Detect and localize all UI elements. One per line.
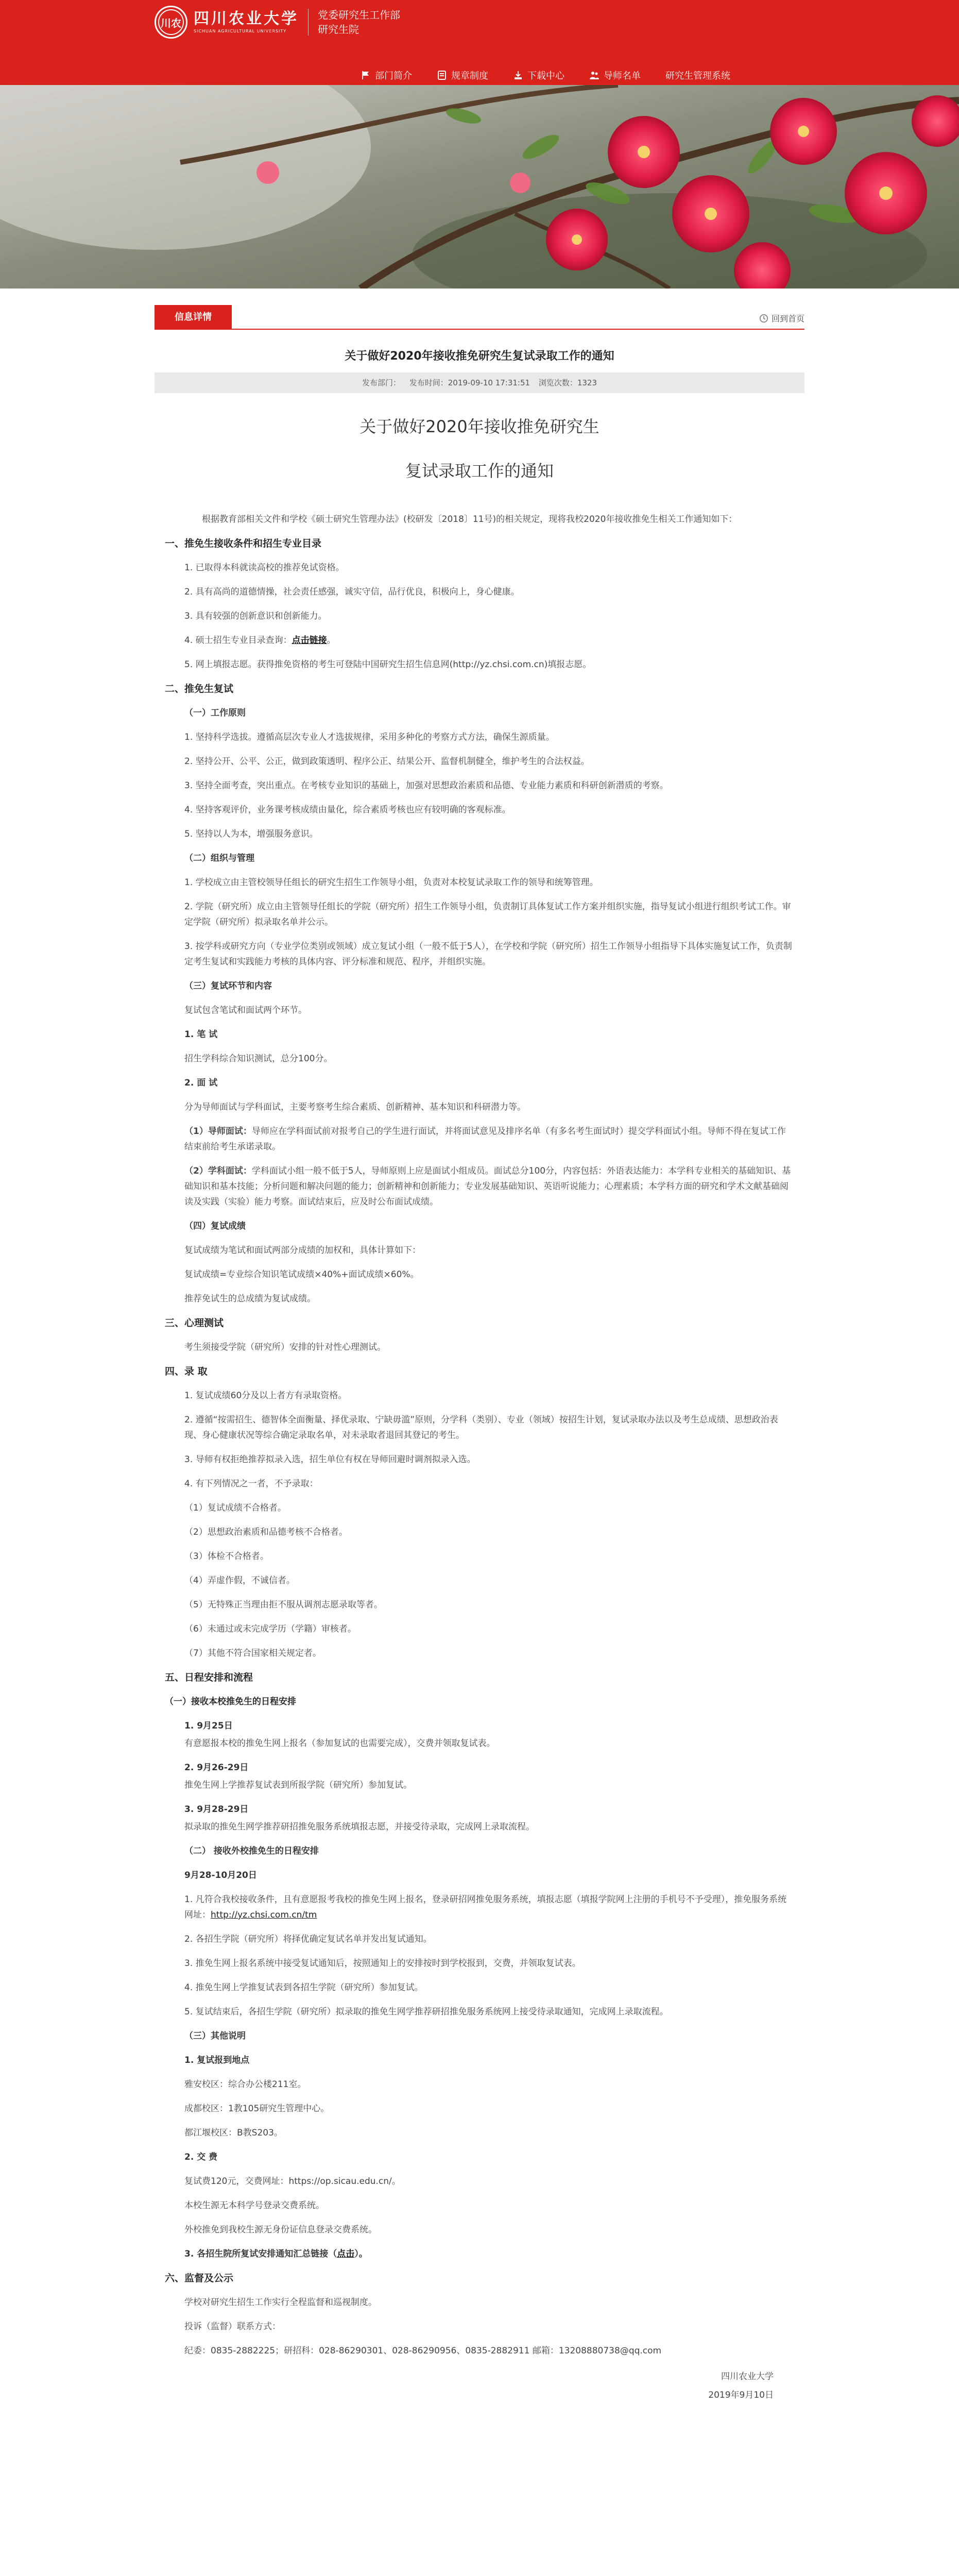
list-item: （1）复试成绩不合格者。 [184, 1503, 286, 1513]
article-heading: 关于做好2020年接收推免研究生 复试录取工作的通知 [359, 417, 600, 481]
banner-image [0, 85, 959, 289]
item-heading: 2. 面 试 [184, 1078, 218, 1088]
university-logo[interactable] [155, 4, 400, 40]
list-item: 4. 坚持客观评价，业务课考核成绩由量化，综合素质考核也应有较明确的客观标准。 [184, 805, 511, 815]
paragraph: 复试成绩为笔试和面试两部分成绩的加权和，具体计算如下： [184, 1245, 421, 1256]
paragraph: 复试成绩=专业综合知识笔试成绩×40%+面试成绩×60%。 [184, 1269, 419, 1280]
list-item: 3. 导师有权拒绝推荐拟录入选，招生单位有权在导师回避时调剂拟录入选。 [184, 1454, 476, 1465]
list-item: 1. 复试成绩60分及以上者方有录取资格。 [184, 1391, 347, 1401]
section-heading: 四、录 取 [165, 1366, 208, 1377]
article-source: 发布部门： [362, 378, 401, 387]
section-heading: 一、推免生接收条件和招生专业目录 [165, 538, 322, 549]
paragraph: 复试包含笔试和面试两个环节。 [184, 1005, 307, 1015]
paragraph: 纪委：0835-2882225；研招科：028-86290301、028-86290956、0835-2882911 邮箱：13208880738@qq.com [184, 2346, 662, 2356]
list-item: 5. 网上填报志愿。获得推免资格的考生可登陆中国研究生招生信息网(http://yz.chsi.com.cn)填报志愿。 [184, 659, 592, 670]
users-icon [589, 70, 600, 80]
main-content [155, 289, 804, 2404]
list-item: 2. 遵循“按需招生、德智体全面衡量、择优录取、宁缺毋滥”原则，分学科（类别）、专业（领域）按招生计划，复试录取办法以及考生总成绩、思想政治表现、身心健康状况等综合确定录取名单，对未录取者退回其登记的考生。 [184, 1415, 778, 1440]
subsection-heading: （三）其他说明 [184, 2031, 246, 2041]
university-name-en: SICHUAN AGRICULTURAL UNIVERSITY [194, 29, 287, 33]
list-item: 4. 推免生网上学推复试表到各招生学院（研究所）参加复试。 [184, 1982, 423, 1993]
subsection-heading: （一）工作原则 [184, 708, 246, 718]
list-item: 5. 坚持以人为本，增强服务意识。 [184, 829, 318, 839]
nav-item-about[interactable]: 部门简介 [361, 69, 412, 82]
date-heading: 9月28-10月20日 [184, 1870, 257, 1880]
nav-item-system[interactable]: 研究生管理系统 [665, 71, 730, 81]
list-item: 4. 硕士招生专业目录查询：点击链接。 [184, 635, 336, 646]
section-heading: 六、监督及公示 [165, 2273, 234, 2284]
home-icon [759, 314, 768, 323]
date-heading: 1. 9月25日 [184, 1721, 233, 1731]
back-home-link[interactable]: 回到首页 [759, 312, 804, 324]
list-item: （4）弄虚作假，不诚信者。 [184, 1575, 295, 1586]
paragraph: 外校推免到我校生源无身份证信息登录交费系统。 [184, 2225, 377, 2235]
logo-divider [308, 9, 309, 36]
list-item: 1. 凡符合我校接收条件，且有意愿报考我校的推免生网上报名，登录研招网推免服务系统，填报志愿（填报学院网上注册的手机号不予受理），推免服务系统网址：http://yz.chsi.com.cn/tm [184, 1894, 787, 1920]
nav-item-download[interactable]: 下载中心 [513, 69, 564, 82]
section-heading: 二、推免生复试 [165, 683, 234, 694]
nav-item-tutors[interactable]: 导师名单 [589, 69, 641, 82]
list-item: 2. 坚持公开、公平、公正，做到政策透明、程序公正、结果公开、监督机制健全，维护考生的合法权益。 [184, 756, 590, 767]
list-item: 1. 学校成立由主管校领导任组长的研究生招生工作领导小组，负责对本校复试录取工作的领导和统筹管理。 [184, 877, 598, 888]
date-heading: 2. 9月26-29日 [184, 1762, 249, 1773]
list-item: 3. 坚持全面考查，突出重点。在考核专业知识的基础上，加强对思想政治素质和品德、专业能力素质和科研创新潜质的考察。 [184, 781, 669, 791]
article-meta [155, 372, 804, 393]
list-item: 3. 具有较强的创新意识和创新能力。 [184, 611, 327, 621]
paragraph: 拟录取的推免生网学推荐研招推免服务系统填报志愿，并接受待录取，完成网上录取流程。 [184, 1822, 535, 1832]
paragraph: 学校对研究生招生工作实行全程监督和巡视制度。 [184, 2297, 377, 2308]
paragraph: 雅安校区：综合办公楼211室。 [184, 2079, 306, 2090]
dept-name-2: 研究生院 [318, 23, 359, 36]
paragraph: 都江堰校区：B教S203。 [184, 2128, 283, 2138]
university-name: 四川农业大学 [194, 10, 299, 28]
list-item: 3. 按学科或研究方向（专业学位类别或领域）成立复试小组（一般不低于5人），在学校和学院（研究所）招生工作领导小组指导下具体实施复试工作，负责制定考生复试和实践能力考核的具体内容、评分标准和规范、程序，并组织实施。 [184, 941, 792, 967]
article-body [155, 512, 804, 2404]
list-item: 1. 坚持科学选拔。遵循高层次专业人才选拔规律，采用多种化的考察方式方法，确保生源质量。 [184, 732, 555, 742]
tab-bar [155, 289, 804, 330]
article-title: 关于做好2020年接收推免研究生复试录取工作的通知 [345, 350, 614, 363]
document-icon [437, 70, 447, 80]
intro-paragraph: 根据教育部相关文件和学校《硕士研究生管理办法》(校研发〔2018〕11号)的相关规定，现将我校2020年接收推免生相关工作通知如下： [202, 514, 738, 524]
notice-summary-link[interactable]: 点击 [337, 2249, 355, 2259]
list-item: 2. 具有高尚的道德情操，社会责任感强，诚实守信，品行优良，积极向上，身心健康。 [184, 587, 520, 597]
subsection-heading: （二） 接收外校推免生的日程安排 [184, 1846, 319, 1856]
main-nav [361, 66, 755, 84]
paragraph: 考生须接受学院（研究所）安排的针对性心理测试。 [184, 1342, 386, 1352]
flag-icon [361, 70, 371, 80]
subsection-heading: （二）组织与管理 [184, 853, 254, 863]
chsi-tm-link[interactable]: http://yz.chsi.com.cn/tm [211, 1910, 317, 1920]
date-heading: 3. 9月28-29日 [184, 1804, 249, 1815]
signature-date: 2019年9月10日 [708, 2390, 774, 2400]
paragraph: 成都校区：1教105研究生管理中心。 [184, 2104, 330, 2114]
paragraph: 有意愿报本校的推免生网上报名（参加复试的也需要完成），交费并领取复试表。 [184, 1738, 495, 1749]
item-heading: 3. 各招生院所复试安排通知汇总链接（点击）。 [184, 2249, 368, 2259]
list-item: （7）其他不符合国家相关规定者。 [184, 1648, 321, 1658]
list-item: 5. 复试结束后，各招生学院（研究所）拟录取的推免生网学推荐研招推免服务系统网上接受待录取通知，完成网上录取流程。 [184, 2007, 669, 2017]
list-item: 3. 推免生网上报名系统中接受复试通知后，按照通知上的安排按时到学校报到，交费，并领取复试表。 [184, 1958, 581, 1969]
subsection-heading: （三）复试环节和内容 [184, 981, 272, 991]
paragraph: 复试费120元，交费网址：https://op.sicau.edu.cn/。 [184, 2176, 401, 2187]
article-time: 发布时间：2019-09-10 17:31:51 [409, 378, 530, 387]
paragraph: （2）学科面试：学科面试小组一般不低于5人，导师原则上应是面试小组成员。面试总分100分，内容包括：外语表达能力：本学科专业相关的基础知识、基础知识和基本技能；分析问题和解决问题的能力；创新精神和创新能力；专业发展基础知识、英语听说能力；心理素质；本学科方面的研究和学术文献基础阅读及实践（实验）能力考察。面试结束后，应及时公布面试成绩。 [184, 1166, 791, 1207]
nav-item-rules[interactable]: 规章制度 [437, 69, 488, 82]
site-header [0, 0, 959, 85]
paragraph: 招生学科综合知识测试，总分100分。 [184, 1054, 333, 1064]
paragraph: 推免生网上学推荐复试表到所报学院（研究所）参加复试。 [184, 1780, 412, 1790]
list-item: （3）体检不合格者。 [184, 1551, 269, 1562]
list-item: （6）未通过或未完成学历（学籍）审核者。 [184, 1624, 356, 1634]
list-item: 2. 各招生学院（研究所）将择优确定复试名单并发出复试通知。 [184, 1934, 432, 1944]
paragraph: 投诉（监督）联系方式： [184, 2321, 281, 2332]
tab-info-detail[interactable]: 信息详情 [155, 305, 232, 330]
paragraph: 推荐免试生的总成绩为复试成绩。 [184, 1294, 316, 1304]
item-heading: 1. 复试报到地点 [184, 2055, 250, 2065]
major-catalog-link[interactable]: 点击链接 [292, 635, 327, 646]
section-heading: 三、心理测试 [165, 1317, 224, 1329]
dept-name-1: 党委研究生工作部 [318, 9, 400, 21]
list-item: 4. 有下列情况之一者，不予录取： [184, 1479, 318, 1489]
download-icon [513, 70, 523, 80]
list-item: 2. 学院（研究所）成立由主管领导任组长的学院（研究所）招生工作领导小组，负责制订具体复试工作方案并组织实施，指导复试小组进行组织考试工作。审定学院（研究所）拟录取名单并公示。 [184, 902, 791, 927]
signature [165, 2367, 794, 2404]
list-item: （2）思想政治素质和品德考核不合格者。 [184, 1527, 348, 1537]
paragraph: （1）导师面试：导师应在学科面试前对报考自己的学生进行面试，并将面试意见及排序名单（有多名考生面试时）提交学科面试小组。导师不得在复试工作结束前给考生承诺录取。 [184, 1126, 786, 1152]
list-item: 1. 已取得本科就读高校的推荐免试资格。 [184, 563, 345, 573]
university-seal-icon: 川农 [155, 6, 187, 39]
item-heading: 1. 笔 试 [184, 1029, 218, 1040]
signature-org: 四川农业大学 [721, 2371, 774, 2382]
subsection-heading: （一）接收本校推免生的日程安排 [165, 1697, 296, 1707]
paragraph: 分为导师面试与学科面试，主要考察考生综合素质、创新精神、基本知识和科研潜力等。 [184, 1102, 526, 1112]
section-heading: 五、日程安排和流程 [165, 1672, 253, 1683]
article-views: 浏览次数：1323 [538, 378, 597, 387]
item-heading: 2. 交 费 [184, 2152, 218, 2162]
paragraph: 本校生源无本科学号登录交费系统。 [184, 2200, 324, 2211]
subsection-heading: （四）复试成绩 [184, 1221, 246, 1231]
list-item: （5）无特殊正当理由拒不服从调剂志愿录取等者。 [184, 1600, 383, 1610]
